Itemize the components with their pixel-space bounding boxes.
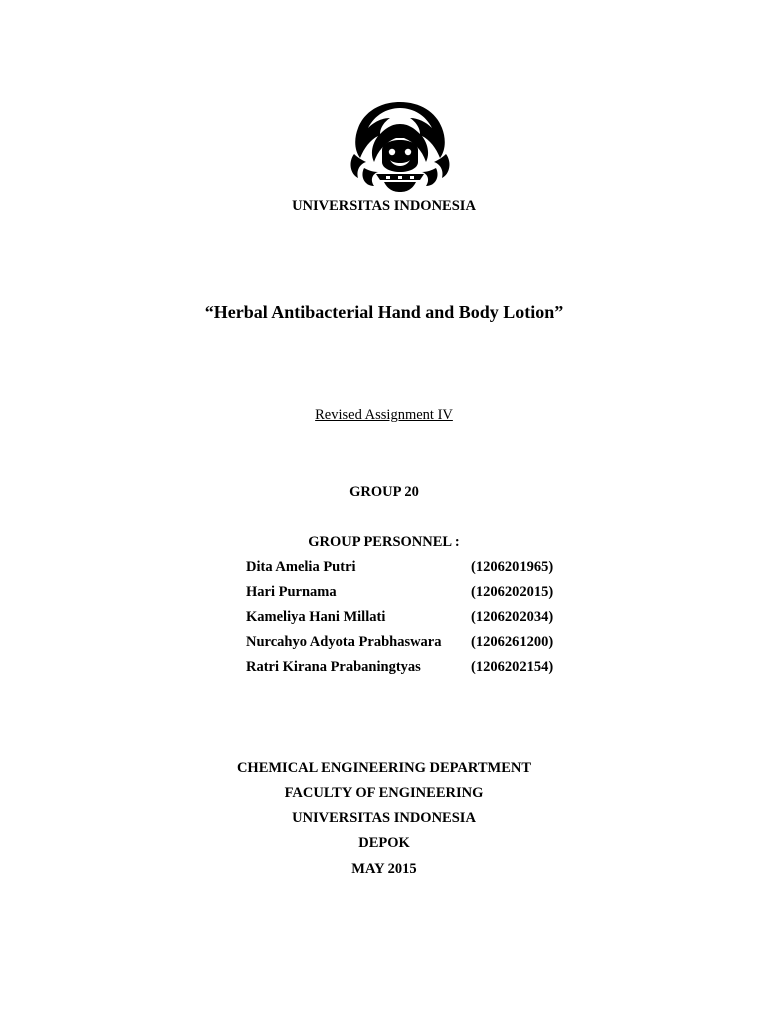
personnel-heading: GROUP PERSONNEL : — [308, 534, 460, 550]
member-id: (1206202015) — [471, 584, 554, 600]
member-row — [246, 634, 576, 654]
member-name: Ratri Kirana Prabaningtyas — [246, 659, 421, 675]
city-name: DEPOK — [358, 835, 410, 851]
member-row — [246, 659, 576, 679]
member-id: (1206201965) — [471, 559, 554, 575]
university-name-footer: UNIVERSITAS INDONESIA — [292, 810, 476, 826]
member-id: (1206202034) — [471, 609, 554, 625]
member-name: Hari Purnama — [246, 584, 337, 600]
member-id: (1206202154) — [471, 659, 554, 675]
member-name: Kameliya Hani Millati — [246, 609, 386, 625]
group-number: GROUP 20 — [349, 484, 419, 500]
member-row — [246, 609, 576, 629]
makara-seal-logo — [346, 98, 454, 194]
assignment-subtitle: Revised Assignment IV — [315, 407, 453, 423]
document-title: “Herbal Antibacterial Hand and Body Lotion” — [204, 302, 564, 322]
member-row — [246, 559, 576, 579]
member-row — [246, 584, 576, 604]
submission-date: MAY 2015 — [351, 861, 417, 877]
member-name: Nurcahyo Adyota Prabhaswara — [246, 634, 442, 650]
university-name-header: UNIVERSITAS INDONESIA — [292, 198, 476, 214]
department-name: CHEMICAL ENGINEERING DEPARTMENT — [236, 760, 532, 776]
member-name: Dita Amelia Putri — [246, 559, 356, 575]
member-id: (1206261200) — [471, 634, 554, 650]
faculty-name: FACULTY OF ENGINEERING — [284, 785, 484, 801]
